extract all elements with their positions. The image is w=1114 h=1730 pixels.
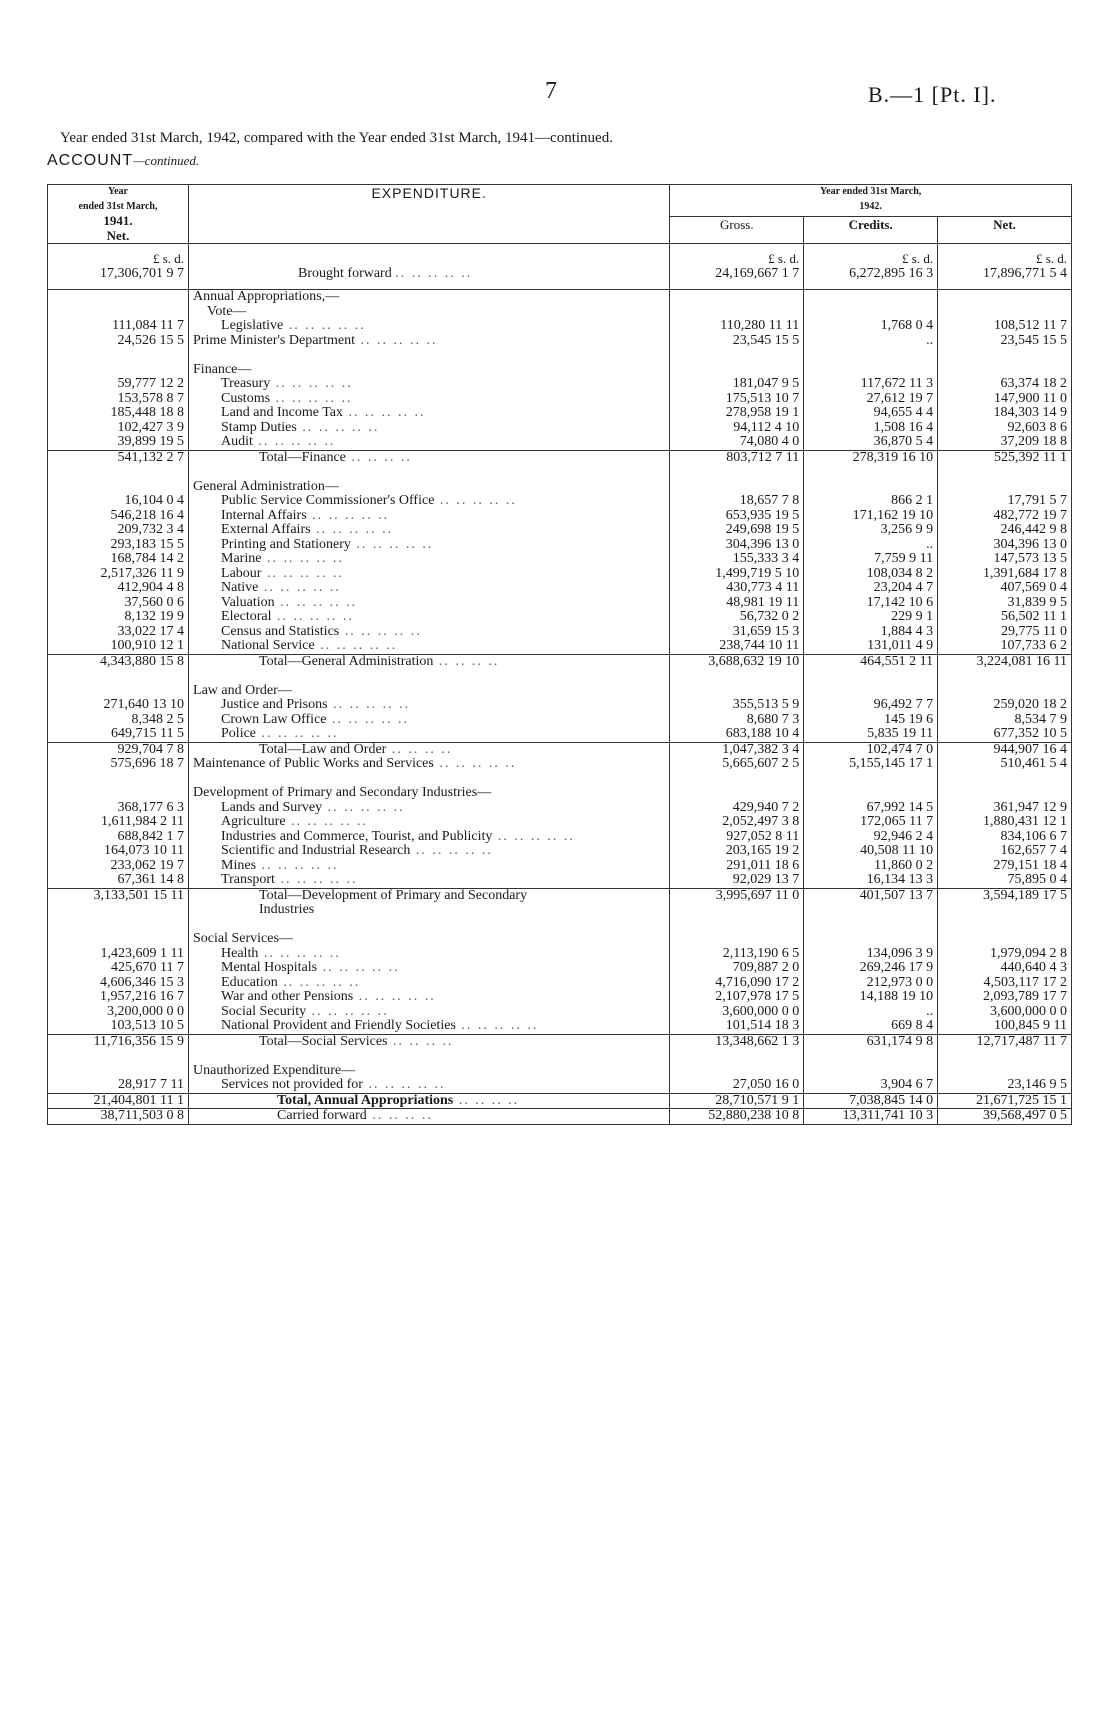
- carried-forward-row: 38,711,503 0 8 Carried forward .. .. .. .. 52,880,238 10 8 13,311,741 10 3 39,568,497 0 5: [48, 1109, 1072, 1125]
- row-label: Valuation: [221, 595, 275, 610]
- carried-forward-label: Carried forward: [277, 1109, 367, 1123]
- table-body: [48, 244, 1072, 1125]
- row-label: Maintenance of Public Works and Services: [193, 757, 434, 771]
- row-gross-amount: 683,188 10 4: [725, 727, 800, 741]
- row-gross-amount: 56,732 0 2: [739, 610, 800, 624]
- row-net-amount: 63,374 18 2: [1000, 377, 1067, 391]
- row-prev-amount: 1,957,216 16 7: [100, 990, 185, 1004]
- header-prev-year-line1: Year: [108, 186, 128, 197]
- row-net-amount: 147,573 13 5: [993, 552, 1067, 566]
- row-gross-amount: 110,280 11 11: [720, 319, 800, 333]
- row-credits-amount: 11,860 0 2: [874, 858, 934, 873]
- total-credits-amount: 278,319 16 10: [852, 450, 934, 465]
- row-label: Education: [221, 975, 278, 990]
- row-net-amount: 92,603 8 6: [1007, 420, 1067, 435]
- row-label: War and other Pensions: [221, 990, 354, 1004]
- row-label: National Provident and Friendly Societies: [221, 1019, 456, 1033]
- row-gross-amount: 94,112 4 10: [733, 420, 800, 435]
- row-net-amount: 304,396 13 0: [993, 537, 1067, 552]
- row-net-amount: 834,106 6 7: [1000, 829, 1067, 844]
- row-prev-amount: 59,777 12 2: [117, 377, 185, 391]
- row-label: National Service: [221, 639, 315, 653]
- units-gross: £ s. d.: [768, 252, 800, 266]
- section-total-row: 4,343,880 15 8 Total—General Administration .. .. .. .. 3,688,632 19 10 464,551 2 11 3,224,081 16 11: [48, 654, 1072, 669]
- section-block: 575,696 18 7 Maintenance of Public Works and Services .. .. .. .. .. 5,665,607 2 5 5,155,145 17 1 510,461 5 4: [48, 757, 1072, 772]
- row-prev-amount: 33,022 17 4: [117, 624, 185, 639]
- row-prev-amount: 575,696 18 7: [110, 757, 185, 771]
- row-net-amount: 440,640 4 3: [1000, 961, 1067, 975]
- total-label: Total—Finance: [259, 450, 346, 465]
- row-credits-amount: 16,134 13 3: [866, 873, 934, 887]
- row-label: Electoral: [221, 610, 272, 624]
- row-net-amount: 482,772 19 7: [993, 508, 1067, 523]
- row-prev-amount: 2,517,326 11 9: [100, 566, 185, 581]
- row-gross-amount: 2,113,190 6 5: [722, 946, 800, 961]
- section-heading: Annual Appropriations,—: [193, 290, 340, 304]
- row-label: Treasury: [221, 377, 271, 391]
- row-credits-amount: 131,011 4 9: [867, 639, 934, 653]
- row-gross-amount: 430,773 4 11: [726, 581, 800, 595]
- row-label: Mines: [221, 858, 257, 873]
- expenditure-table: [47, 184, 1072, 1125]
- header-current-year-line2: 1942.: [859, 200, 882, 212]
- row-prev-amount: 233,062 19 7: [110, 858, 185, 873]
- row-net-amount: 259,020 18 2: [993, 698, 1067, 712]
- row-gross-amount: 175,513 10 7: [725, 391, 800, 406]
- row-gross-amount: 291,011 18 6: [726, 858, 800, 873]
- row-label: Printing and Stationery: [221, 537, 351, 552]
- row-net-amount: 407,569 0 4: [1000, 581, 1067, 595]
- row-gross-amount: 1,499,719 5 10: [715, 566, 800, 581]
- total-annual-appropriations-credits: 7,038,845 14 0: [849, 1093, 934, 1108]
- row-prev-amount: 412,904 4 8: [117, 581, 185, 595]
- row-gross-amount: 8,680 7 3: [746, 712, 800, 727]
- account-title-suffix: —continued.: [133, 153, 200, 168]
- header-current-year-line1: Year ended 31st March,: [820, 186, 922, 197]
- row-credits-amount: 96,492 7 7: [873, 698, 934, 712]
- page-number: 7: [545, 78, 557, 104]
- row-gross-amount: 653,935 19 5: [725, 508, 800, 523]
- row-gross-amount: 238,744 10 11: [719, 639, 800, 653]
- row-label: Land and Income Tax: [221, 406, 344, 420]
- row-net-amount: 1,391,684 17 8: [983, 566, 1067, 581]
- section-heading: Law and Order—: [193, 683, 292, 698]
- carried-forward-credits: 13,311,741 10 3: [842, 1109, 934, 1123]
- row-credits-amount: 134,096 3 9: [866, 946, 934, 961]
- brought-forward-label: Brought forward: [298, 266, 392, 281]
- row-label: Police: [221, 727, 257, 741]
- row-net-amount: 1,979,094 2 8: [990, 946, 1067, 961]
- row-gross-amount: 31,659 15 3: [732, 624, 800, 639]
- row-credits-amount: 5,835 19 11: [867, 727, 934, 741]
- header-prev-year: [48, 185, 189, 244]
- section-block: 16,104 0 4 546,218 16 4 209,732 3 4 293,183 15 5 168,784 14 2 2,517,326 11 9 412,904 4 8 37,560 0 6 8,132 19 9 33,022 17 4 100,910 12 1 General Administration— Public Service Commissioner's Office .. .. .. .. .. Internal Affairs .. .. .. .. .. External Affairs .. .. .. .. .. Printing and Stationery .. .. .. .. .. Marine .. .. .. .. .. Labour .. .. .. .. .. Native .. .. .. .. .. Valuation .. .. .. .. .. Electoral .. .. .. .. .. Census and Statistics .. .. .. .. .. National Service .. .. .. .. .. 18,657 7 8 653,935 19 5 249,698 19 5 304,396 13 0 155,333 3 4 1,499,719 5 10 430,773 4 11 48,981 19 11 56,732 0 2 31,659 15 3 238,744 10 11 866 2 1 171,162 19 10 3,256 9 9 .. 7,759 9 11 108,034 8 2 23,204 4 7 17,142 10 6 229 9 1 1,884 4 3 131,011 4 9 17,791 5 7 482,772 19 7 246,442 9 8 304,396 13 0 147,573 13 5 1,391,684 17 8 407,569 0 4 31,839 9 5 56,502 11 1 29,775 11 0 107,733 6 2: [48, 465, 1072, 654]
- total-prev-amount: 541,132 2 7: [117, 450, 185, 465]
- row-net-amount: 56,502 11 1: [1001, 610, 1067, 624]
- row-gross-amount: 18,657 7 8: [739, 494, 800, 508]
- row-label: Audit: [221, 435, 253, 449]
- account-title: [47, 152, 199, 170]
- row-prev-amount: 546,218 16 4: [110, 508, 185, 523]
- row-net-amount: 29,775 11 0: [1001, 624, 1067, 639]
- row-prev-amount: 111,084 11 7: [112, 319, 185, 333]
- section-block: 111,084 11 7 Annual Appropriations,— Vote— Legislative .. .. .. .. .. 110,280 11 11 1,768 0 4 108,512 11 7: [48, 290, 1072, 334]
- row-credits-amount: 1,508 16 4: [873, 420, 934, 435]
- row-net-amount: 23,146 9 5: [1007, 1078, 1067, 1092]
- row-prev-amount: 649,715 11 5: [111, 727, 185, 741]
- section-block: 271,640 13 10 8,348 2 5 649,715 11 5 Law and Order— Justice and Prisons .. .. .. .. .. Crown Law Office .. .. .. .. .. Police .. .. .. .. .. 355,513 5 9 8,680 7 3 683,188 10 4 96,492 7 7 145 19 6 5,835 19 11 259,020 18 2 8,534 7 9 677,352 10 5: [48, 669, 1072, 742]
- row-net-amount: 31,839 9 5: [1007, 595, 1067, 610]
- row-label: Social Security: [221, 1004, 307, 1019]
- row-label: Health: [221, 946, 259, 961]
- row-gross-amount: 3,600,000 0 0: [722, 1004, 800, 1019]
- row-prev-amount: 425,670 11 7: [111, 961, 185, 975]
- row-gross-amount: 74,080 4 0: [739, 435, 800, 449]
- row-gross-amount: 304,396 13 0: [725, 537, 800, 552]
- total-credits-amount: 464,551 2 11: [860, 654, 934, 669]
- row-label: Native: [221, 581, 259, 595]
- row-prev-amount: 100,910 12 1: [110, 639, 185, 653]
- section-heading: Unauthorized Expenditure—: [193, 1063, 356, 1078]
- row-credits-amount: ..: [926, 333, 934, 348]
- row-credits-amount: 7,759 9 11: [874, 552, 934, 566]
- brought-forward-gross: 24,169,667 1 7: [715, 266, 800, 281]
- row-net-amount: 279,151 18 4: [993, 858, 1067, 873]
- row-label: Lands and Survey: [221, 800, 323, 815]
- row-net-amount: 8,534 7 9: [1014, 712, 1067, 727]
- row-net-amount: 246,442 9 8: [1000, 523, 1067, 537]
- total-prev-amount: 4,343,880 15 8: [100, 654, 185, 669]
- section-total-row: 541,132 2 7 Total—Finance .. .. .. .. 803,712 7 11 278,319 16 10 525,392 11 1: [48, 450, 1072, 465]
- header-net: Net.: [938, 217, 1072, 244]
- total-credits-amount: 401,507 13 7: [859, 888, 934, 903]
- total-annual-appropriations-gross: 28,710,571 9 1: [715, 1093, 800, 1108]
- row-credits-amount: 17,142 10 6: [866, 595, 934, 610]
- section-heading: Social Services—: [193, 932, 293, 946]
- row-net-amount: 23,545 15 5: [1000, 333, 1067, 348]
- row-credits-amount: 1,768 0 4: [880, 319, 934, 333]
- row-net-amount: 107,733 6 2: [1000, 639, 1067, 653]
- row-net-amount: 108,512 11 7: [994, 319, 1067, 333]
- section-heading: Finance—: [193, 362, 252, 377]
- total-gross-amount: 3,688,632 19 10: [708, 654, 800, 669]
- total-label: Total—Law and Order: [259, 742, 387, 757]
- row-gross-amount: 48,981 19 11: [726, 595, 800, 610]
- row-label: Justice and Prisons: [221, 698, 328, 712]
- row-credits-amount: ..: [926, 1004, 934, 1019]
- total-credits-amount: 631,174 9 8: [866, 1034, 934, 1049]
- total-gross-amount: 803,712 7 11: [726, 450, 800, 465]
- section-total-row: 11,716,356 15 9 Total—Social Services .. .. .. .. 13,348,662 1 3 631,174 9 8 12,717,487 11 7: [48, 1034, 1072, 1049]
- section-heading: General Administration—: [193, 479, 339, 494]
- total-label-continued: Industries: [259, 903, 315, 917]
- row-prev-amount: 185,448 18 8: [110, 406, 185, 420]
- row-prev-amount: 1,611,984 2 11: [101, 815, 185, 829]
- row-net-amount: 100,845 9 11: [994, 1019, 1067, 1033]
- row-credits-amount: 145 19 6: [884, 712, 934, 727]
- row-credits-amount: 117,672 11 3: [860, 377, 934, 391]
- section-block: 59,777 12 2 153,578 8 7 185,448 18 8 102,427 3 9 39,899 19 5 Finance— Treasury .. .. .. .. .. Customs .. .. .. .. .. Land and Income Tax .. .. .. .. .. Stamp Duties .. .. .. .. .. Audit .. .. .. .. .. 181,047 9 5 175,513 10 7 278,958 19 1 94,112 4 10 74,080 4 0 117,672 11 3 27,612 19 7 94,655 4 4 1,508 16 4 36,870 5 4 63,374 18 2 147,900 11 0 184,303 14 9 92,603 8 6 37,209 18 8: [48, 348, 1072, 450]
- section-block: 1,423,609 1 11 425,670 11 7 4,606,346 15 3 1,957,216 16 7 3,200,000 0 0 103,513 10 5 Social Services— Health .. .. .. .. .. Mental Hospitals .. .. .. .. .. Education .. .. .. .. .. War and other Pensions .. .. .. .. .. Social Security .. .. .. .. .. National Provident and Friendly Societies .. .. .. .. .. 2,113,190 6 5 709,887 2 0 4,716,090 17 2 2,107,978 17 5 3,600,000 0 0 101,514 18 3 134,096 3 9 269,246 17 9 212,973 0 0 14,188 19 10 .. 669 8 4 1,979,094 2 8 440,640 4 3 4,503,117 17 2 2,093,789 17 7 3,600,000 0 0 100,845 9 11: [48, 918, 1072, 1035]
- row-gross-amount: 927,052 8 11: [726, 829, 800, 844]
- row-credits-amount: 3,904 6 7: [880, 1078, 934, 1092]
- row-label: Marine: [221, 552, 262, 566]
- row-prev-amount: 24,526 15 5: [117, 333, 185, 348]
- row-gross-amount: 155,333 3 4: [732, 552, 800, 566]
- row-prev-amount: 67,361 14 8: [117, 873, 185, 887]
- row-prev-amount: 688,842 1 7: [117, 829, 185, 844]
- section-total-row: [48, 888, 1072, 918]
- row-prev-amount: 102,427 3 9: [117, 420, 185, 435]
- row-gross-amount: 181,047 9 5: [732, 377, 800, 391]
- brought-forward-net: 17,896,771 5 4: [983, 266, 1067, 281]
- row-gross-amount: 278,958 19 1: [725, 406, 800, 420]
- header-prev-year-line4: Net.: [106, 228, 130, 243]
- row-credits-amount: 27,612 19 7: [866, 391, 934, 406]
- row-credits-amount: 229 9 1: [891, 610, 934, 624]
- row-gross-amount: 27,050 16 0: [732, 1078, 800, 1092]
- total-gross-amount: 1,047,382 3 4: [722, 742, 800, 757]
- header-credits: Credits.: [804, 217, 938, 244]
- row-gross-amount: 249,698 19 5: [725, 523, 800, 537]
- row-label: Agriculture: [221, 815, 286, 829]
- row-credits-amount: 171,162 19 10: [852, 508, 934, 523]
- row-net-amount: 3,600,000 0 0: [990, 1004, 1067, 1019]
- units-prev: £ s. d.: [152, 252, 185, 266]
- header-gross: Gross.: [670, 217, 804, 244]
- total-prev-amount: 3,133,501 15 11: [93, 888, 185, 903]
- row-prev-amount: 4,606,346 15 3: [100, 975, 185, 990]
- row-credits-amount: 866 2 1: [891, 494, 934, 508]
- row-gross-amount: 92,029 13 7: [732, 873, 800, 887]
- row-prev-amount: 368,177 6 3: [117, 800, 185, 815]
- header-expenditure: EXPENDITURE.: [189, 185, 670, 244]
- account-title-text: ACCOUNT: [47, 152, 134, 169]
- row-label: Labour: [221, 566, 262, 581]
- total-annual-appropriations-label: Total, Annual Appropriations: [277, 1093, 454, 1108]
- brought-forward-row: £ s. d. 17,306,701 9 7 Brought forward .. .. .. .. .. £ s. d. 24,169,667 1 7 £ s. d. 6,272,895 16 3 £ s. d. 17,896,771 5 4: [48, 244, 1072, 290]
- row-label: Census and Statistics: [221, 624, 340, 639]
- total-net-amount: 3,224,081 16 11: [976, 654, 1067, 669]
- brought-forward-prev: 17,306,701 9 7: [100, 266, 185, 281]
- header-prev-year-line2: ended 31st March,: [78, 200, 158, 212]
- total-label: Total—Development of Primary and Secondary: [259, 888, 528, 903]
- section-heading: Vote—: [207, 304, 247, 319]
- total-annual-appropriations-net: 21,671,725 15 1: [976, 1093, 1067, 1108]
- row-credits-amount: 212,973 0 0: [866, 975, 934, 990]
- row-prev-amount: 3,200,000 0 0: [107, 1004, 185, 1019]
- row-gross-amount: 5,665,607 2 5: [722, 757, 800, 771]
- total-prev-amount: 11,716,356 15 9: [93, 1034, 185, 1049]
- row-label: Public Service Commissioner's Office: [221, 494, 435, 508]
- total-gross-amount: 13,348,662 1 3: [715, 1034, 800, 1049]
- row-net-amount: 2,093,789 17 7: [983, 990, 1067, 1004]
- total-annual-appropriations-row: 21,404,801 11 1 Total, Annual Appropriations .. .. .. .. 28,710,571 9 1 7,038,845 14 0 21,671,725 15 1: [48, 1093, 1072, 1109]
- row-credits-amount: 36,870 5 4: [873, 435, 934, 449]
- row-net-amount: 75,895 0 4: [1007, 873, 1067, 887]
- row-credits-amount: 67,992 14 5: [866, 800, 934, 815]
- row-net-amount: 162,657 7 4: [1000, 844, 1067, 858]
- row-gross-amount: 2,052,497 3 8: [722, 815, 800, 829]
- row-credits-amount: 669 8 4: [891, 1019, 934, 1033]
- row-credits-amount: ..: [926, 537, 934, 552]
- page-subtitle: Year ended 31st March, 1942, compared with the Year ended 31st March, 1941—continued.: [60, 130, 613, 146]
- section-block: 368,177 6 3 1,611,984 2 11 688,842 1 7 164,073 10 11 233,062 19 7 67,361 14 8 Development of Primary and Secondary Industries— Lands and Survey .. .. .. .. .. Agriculture .. .. .. .. .. Industries and Commerce, Tourist, and Publicity .. .. .. .. .. Scientific and Industrial Research .. .. .. .. .. Mines .. .. .. .. .. Transport .. .. .. .. .. 429,940 7 2 2,052,497 3 8 927,052 8 11 203,165 19 2 291,011 18 6 92,029 13 7 67,992 14 5 172,065 11 7 92,946 2 4 40,508 11 10 11,860 0 2 16,134 13 3 361,947 12 9 1,880,431 12 1 834,106 6 7 162,657 7 4 279,151 18 4 75,895 0 4: [48, 772, 1072, 889]
- row-credits-amount: 40,508 11 10: [860, 844, 934, 858]
- row-net-amount: 677,352 10 5: [993, 727, 1067, 741]
- row-gross-amount: 4,716,090 17 2: [715, 975, 800, 990]
- carried-forward-gross: 52,880,238 10 8: [708, 1109, 800, 1123]
- row-prev-amount: 168,784 14 2: [110, 552, 185, 566]
- total-net-amount: 12,717,487 11 7: [976, 1034, 1067, 1049]
- section-block: 24,526 15 5 Prime Minister's Department .. .. .. .. .. 23,545 15 5 .. 23,545 15 5: [48, 334, 1072, 349]
- row-prev-amount: 293,183 15 5: [110, 537, 185, 552]
- row-credits-amount: 269,246 17 9: [859, 961, 934, 975]
- row-gross-amount: 23,545 15 5: [732, 333, 800, 348]
- row-credits-amount: 92,946 2 4: [873, 829, 934, 844]
- row-prev-amount: 1,423,609 1 11: [100, 946, 185, 961]
- section-heading: Development of Primary and Secondary Industries—: [193, 786, 492, 800]
- row-label: Internal Affairs: [221, 508, 307, 523]
- row-gross-amount: 101,514 18 3: [725, 1019, 800, 1033]
- total-net-amount: 944,907 16 4: [993, 742, 1067, 757]
- row-label: Scientific and Industrial Research: [221, 844, 411, 858]
- row-label: Services not provided for: [221, 1078, 363, 1092]
- row-credits-amount: 23,204 4 7: [873, 581, 934, 595]
- row-credits-amount: 94,655 4 4: [873, 406, 934, 420]
- carried-forward-prev: 38,711,503 0 8: [100, 1109, 185, 1123]
- carried-forward-net: 39,568,497 0 5: [983, 1109, 1067, 1123]
- row-prev-amount: 8,348 2 5: [131, 712, 185, 727]
- row-credits-amount: 1,884 4 3: [880, 624, 934, 639]
- section-block: 28,917 7 11 Unauthorized Expenditure— Services not provided for .. .. .. .. .. 27,050 16 0 3,904 6 7 23,146 9 5: [48, 1049, 1072, 1093]
- row-net-amount: 147,900 11 0: [994, 391, 1067, 406]
- row-label: Transport: [221, 873, 275, 887]
- row-prev-amount: 271,640 13 10: [103, 698, 185, 712]
- row-label: Industries and Commerce, Tourist, and Publicity: [221, 829, 493, 844]
- row-label: External Affairs: [221, 523, 311, 537]
- total-label: Total—General Administration: [259, 654, 434, 669]
- row-prev-amount: 209,732 3 4: [117, 523, 185, 537]
- row-label: Customs: [221, 391, 271, 406]
- row-credits-amount: 172,065 11 7: [860, 815, 934, 829]
- row-credits-amount: 108,034 8 2: [866, 566, 934, 581]
- row-net-amount: 184,303 14 9: [993, 406, 1067, 420]
- row-prev-amount: 16,104 0 4: [124, 494, 185, 508]
- row-net-amount: 17,791 5 7: [1007, 494, 1067, 508]
- total-net-amount: 525,392 11 1: [994, 450, 1067, 465]
- brought-forward-credits: 6,272,895 16 3: [849, 266, 934, 281]
- row-prev-amount: 103,513 10 5: [110, 1019, 185, 1033]
- total-credits-amount: 102,474 7 0: [866, 742, 934, 757]
- row-gross-amount: 709,887 2 0: [732, 961, 800, 975]
- row-net-amount: 4,503,117 17 2: [983, 975, 1067, 990]
- units-credits: £ s. d.: [902, 252, 934, 266]
- total-gross-amount: 3,995,697 11 0: [715, 888, 800, 903]
- row-net-amount: 1,880,431 12 1: [983, 815, 1067, 829]
- row-credits-amount: 14,188 19 10: [859, 990, 934, 1004]
- row-prev-amount: 39,899 19 5: [117, 435, 185, 449]
- row-net-amount: 361,947 12 9: [993, 800, 1067, 815]
- total-label: Total—Social Services: [259, 1034, 388, 1049]
- row-net-amount: 510,461 5 4: [1000, 757, 1067, 771]
- row-prev-amount: 28,917 7 11: [118, 1078, 185, 1092]
- row-label: Crown Law Office: [221, 712, 327, 727]
- row-gross-amount: 2,107,978 17 5: [715, 990, 800, 1004]
- total-net-amount: 3,594,189 17 5: [983, 888, 1067, 903]
- row-credits-amount: 3,256 9 9: [880, 523, 934, 537]
- header-prev-year-line3: 1941.: [103, 214, 133, 228]
- total-prev-amount: 929,704 7 8: [117, 742, 185, 757]
- row-gross-amount: 203,165 19 2: [725, 844, 800, 858]
- total-annual-appropriations-prev: 21,404,801 11 1: [93, 1093, 185, 1108]
- units-net: £ s. d.: [1035, 252, 1067, 266]
- row-prev-amount: 153,578 8 7: [117, 391, 185, 406]
- row-gross-amount: 429,940 7 2: [732, 800, 800, 815]
- row-net-amount: 37,209 18 8: [1000, 435, 1067, 449]
- row-prev-amount: 8,132 19 9: [124, 610, 185, 624]
- section-total-row: 929,704 7 8 Total—Law and Order .. .. .. .. 1,047,382 3 4 102,474 7 0 944,907 16 4: [48, 742, 1072, 757]
- row-label: Stamp Duties: [221, 420, 297, 435]
- row-prev-amount: 37,560 0 6: [124, 595, 185, 610]
- row-prev-amount: 164,073 10 11: [104, 844, 185, 858]
- row-label: Mental Hospitals: [221, 961, 318, 975]
- document-reference: B.—1 [Pt. I].: [868, 82, 997, 107]
- row-label: Legislative: [221, 319, 284, 333]
- row-label: Prime Minister's Department: [193, 333, 355, 348]
- row-gross-amount: 355,513 5 9: [732, 698, 800, 712]
- header-current-year: [670, 185, 1072, 217]
- row-credits-amount: 5,155,145 17 1: [849, 757, 934, 771]
